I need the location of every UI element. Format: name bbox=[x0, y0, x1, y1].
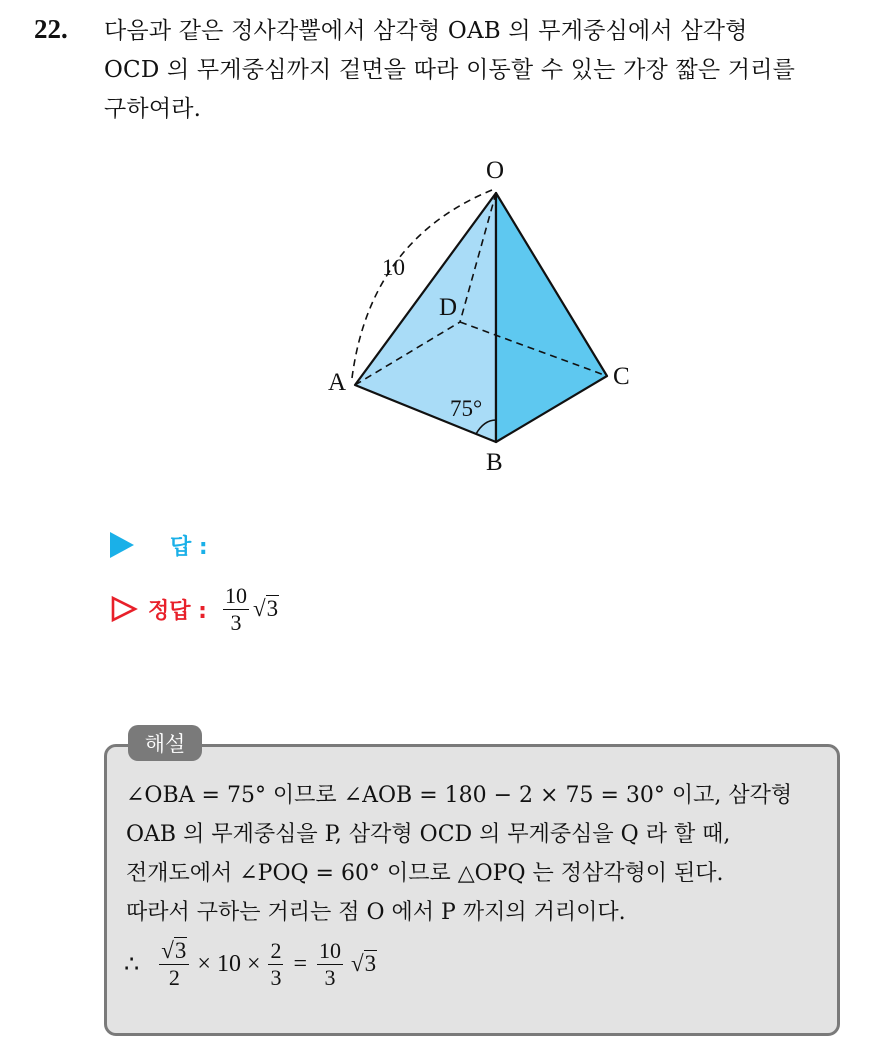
correct-marker-icon bbox=[110, 595, 138, 623]
pyramid-figure bbox=[300, 150, 660, 480]
sqrt-radicand: 3 bbox=[364, 951, 377, 976]
vertex-b-label: B bbox=[486, 449, 503, 476]
vertex-o-label: O bbox=[486, 157, 505, 184]
vertex-d-label: D bbox=[439, 294, 458, 321]
fraction-ten-thirds bbox=[317, 939, 343, 988]
vertex-a-label: A bbox=[328, 369, 347, 396]
explanation-line: 전개도에서 ∠POQ = 60° 이므로 △OPQ 는 정삼각형이 된다. bbox=[126, 861, 724, 886]
fraction-two-thirds bbox=[268, 939, 283, 988]
times-ten: × 10 × bbox=[197, 950, 261, 977]
problem-line: 다음과 같은 정사각뿔에서 삼각형 OAB 의 무게중심에서 삼각형 bbox=[104, 18, 748, 44]
explanation-line: 따라서 구하는 거리는 점 O 에서 P 까지의 거리이다. bbox=[126, 900, 626, 925]
angle-label: 75° bbox=[450, 396, 483, 421]
correct-answer-row bbox=[110, 583, 279, 635]
fraction-denominator: 3 bbox=[324, 964, 336, 990]
fraction-denominator: 3 bbox=[270, 964, 282, 990]
result-sqrt: √3 bbox=[351, 951, 377, 976]
explanation-line: OAB 의 무게중심을 P, 삼각형 OCD 의 무게중심을 Q 라 할 때, bbox=[126, 822, 731, 847]
vertex-c-label: C bbox=[613, 363, 630, 390]
fraction-numerator: 2 bbox=[270, 938, 282, 964]
correct-answer-label: 정답 : bbox=[148, 598, 207, 624]
pyramid-diagram bbox=[300, 150, 660, 480]
correct-answer-fraction bbox=[223, 584, 249, 633]
fraction-numerator: 10 bbox=[224, 583, 247, 609]
edge-length-label: 10 bbox=[382, 255, 405, 280]
fraction-sqrt3-over-2 bbox=[159, 939, 189, 989]
problem-line: OCD 의 무게중심까지 겉면을 따라 이동할 수 있는 가장 짧은 거리를 bbox=[104, 57, 796, 83]
answer-marker-icon bbox=[110, 532, 134, 558]
fraction-numerator: √3 bbox=[159, 939, 189, 965]
problem-number: 22. bbox=[34, 14, 68, 44]
explanation-final-equation bbox=[124, 934, 377, 994]
fraction-numerator: 10 bbox=[319, 938, 342, 964]
sqrt-radicand: 3 bbox=[266, 596, 279, 621]
answer-row bbox=[110, 525, 208, 565]
explanation-text bbox=[126, 776, 836, 932]
face-obc bbox=[496, 193, 607, 442]
equals-sign: = bbox=[293, 950, 308, 977]
answer-label: 답 : bbox=[170, 534, 208, 560]
therefore-symbol: ∴ bbox=[124, 951, 140, 978]
problem-line: 구하여라. bbox=[104, 96, 202, 122]
correct-answer-sqrt: √3 bbox=[252, 596, 279, 621]
fraction-denominator: 2 bbox=[168, 965, 180, 991]
fraction-denominator: 3 bbox=[230, 609, 242, 635]
explanation-line: ∠OBA = 75° 이므로 ∠AOB = 180 − 2 × 75 = 30° 이고, 삼각형 bbox=[126, 783, 793, 808]
sqrt-radicand: 3 bbox=[174, 937, 187, 963]
problem-text bbox=[104, 12, 874, 129]
explanation-tag: 해설 bbox=[128, 725, 202, 761]
